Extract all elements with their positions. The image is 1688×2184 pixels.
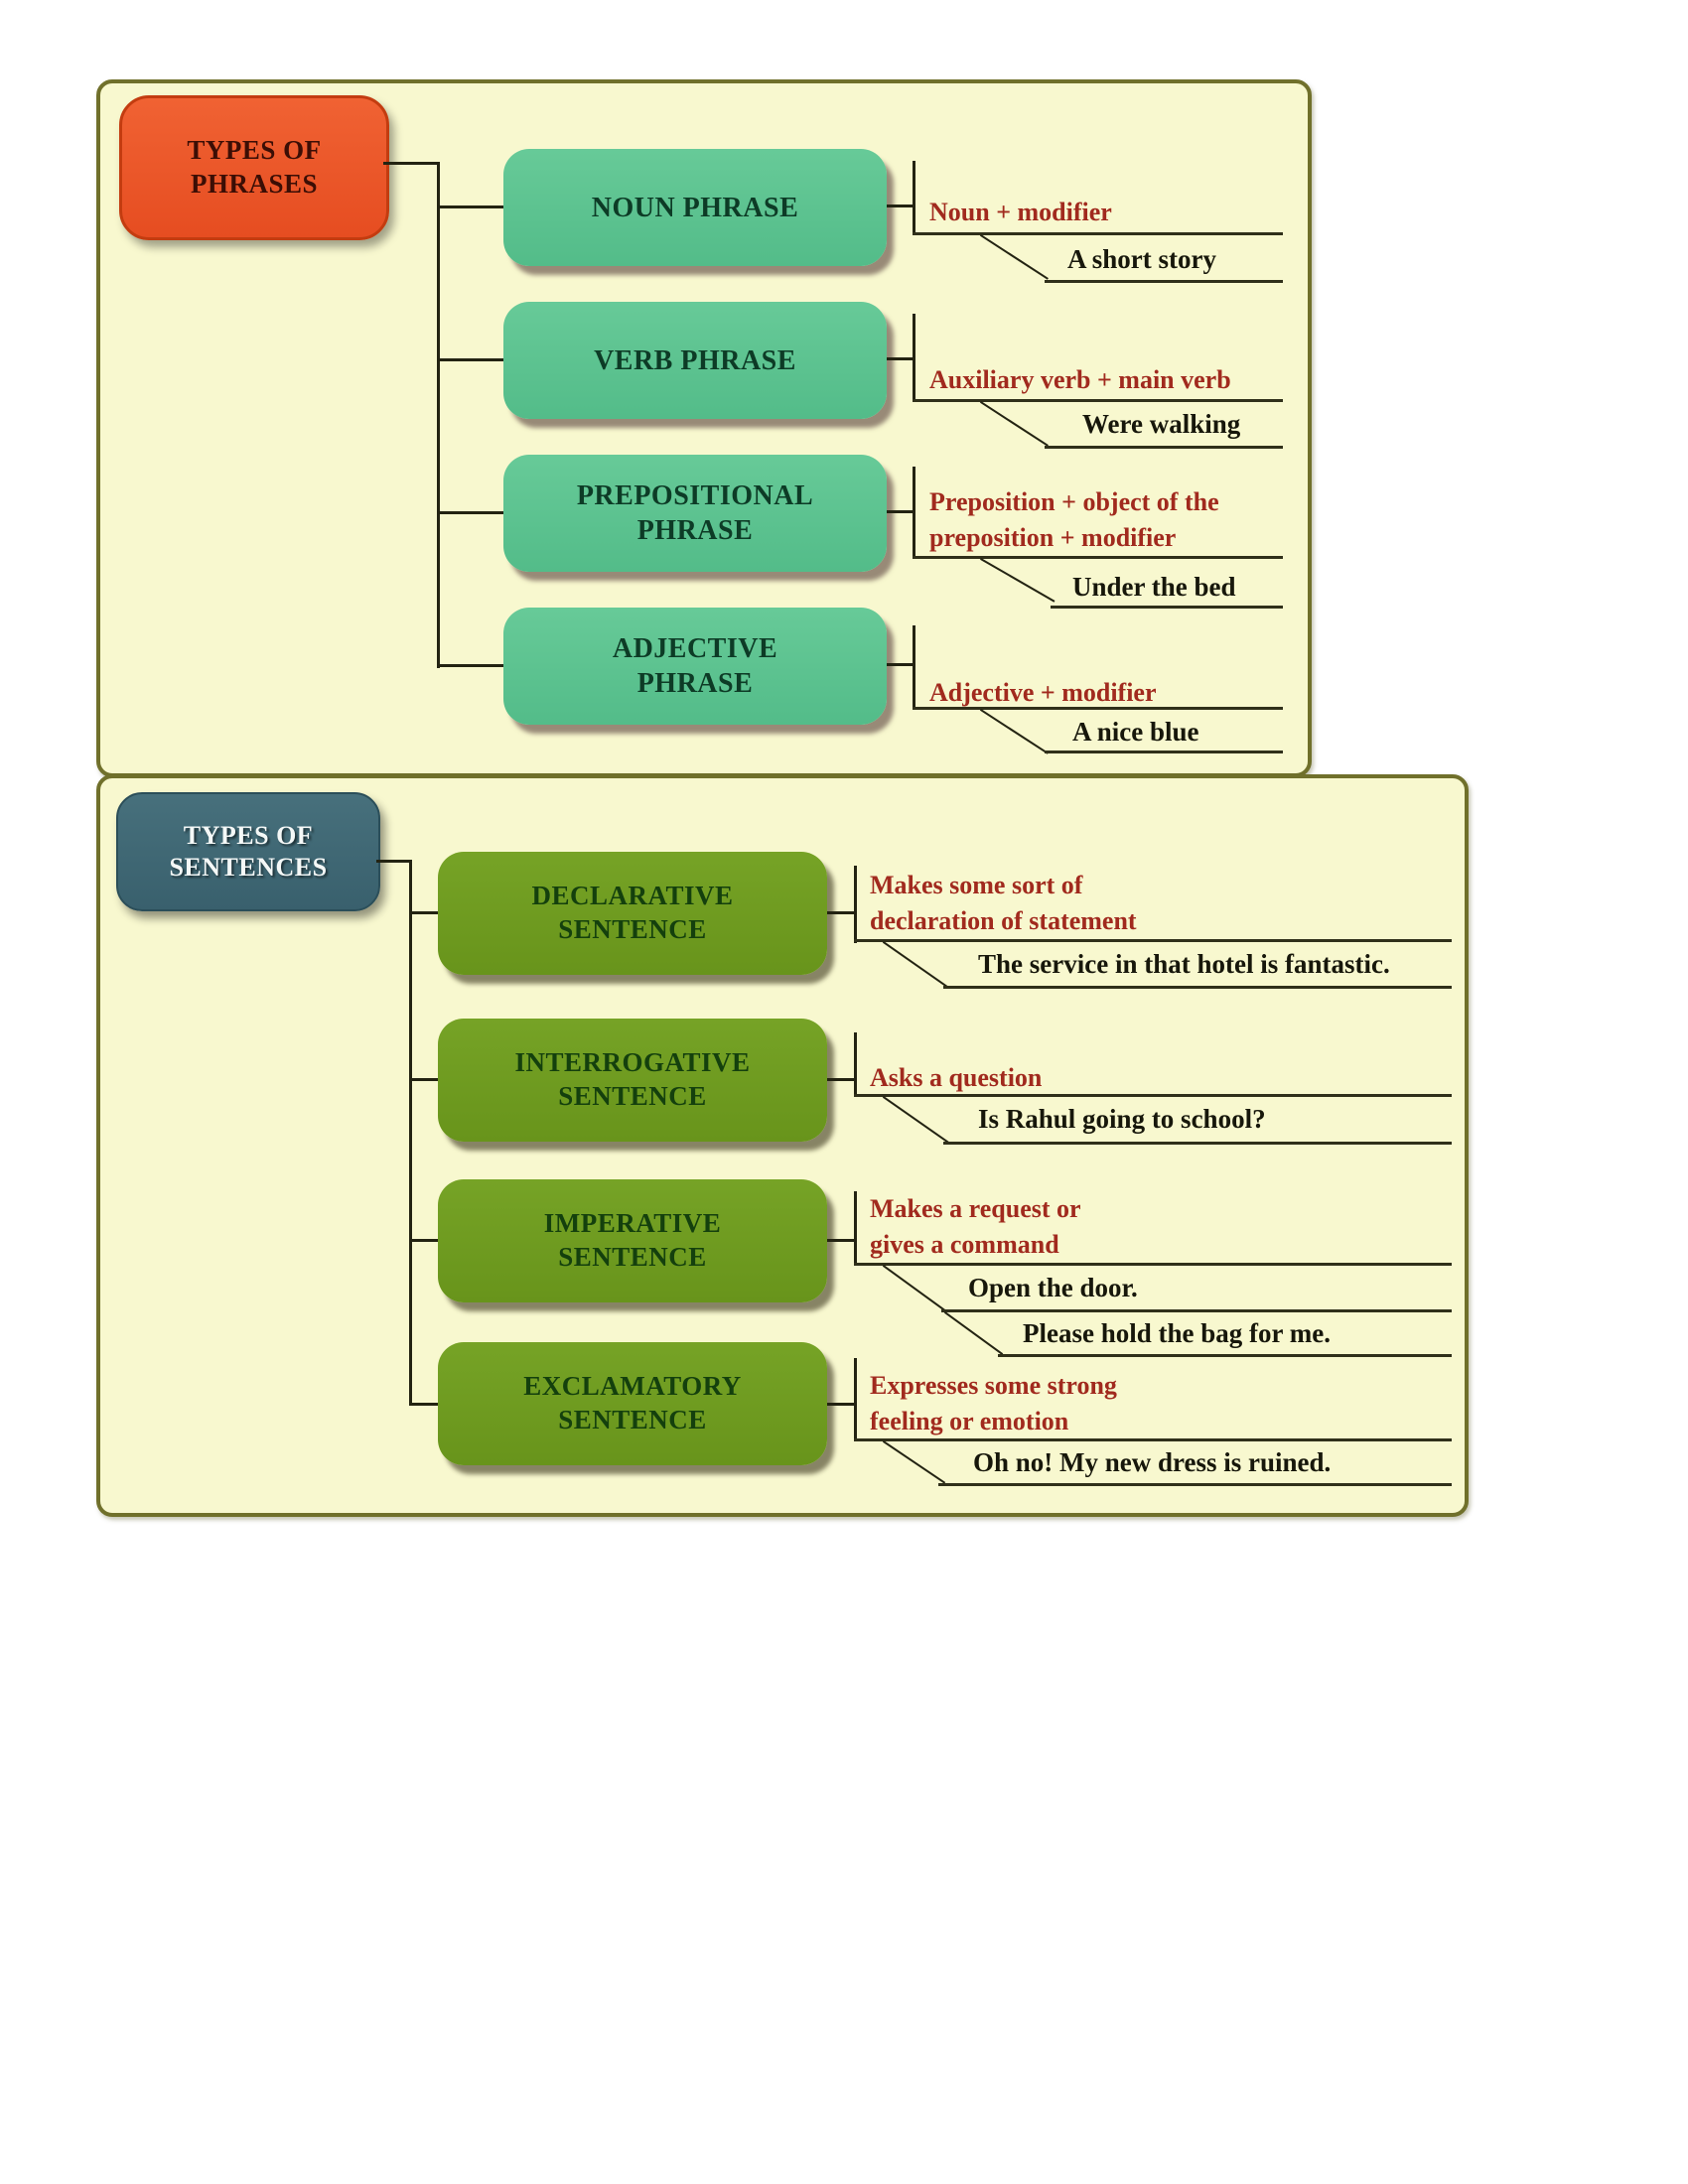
declarative-description-line1: Makes some sort of — [870, 871, 1083, 899]
declarative-label-line1: DECLARATIVE — [531, 881, 734, 911]
noun-formula-rule — [913, 232, 1283, 235]
sentences-branch-declarative — [409, 911, 441, 914]
imperative-example2-rule — [998, 1354, 1452, 1357]
exclamatory-description-line1: Expresses some strong — [870, 1371, 1117, 1400]
noun-connector-tick — [913, 161, 915, 235]
exclamatory-label-line2: SENTENCE — [558, 1405, 707, 1434]
prepositional-phrase-node — [503, 455, 887, 572]
phrases-root-node — [119, 95, 389, 240]
imperative-sentence-node — [438, 1179, 827, 1302]
prepositional-formula-line1: Preposition + object of the — [929, 487, 1219, 516]
phrases-branch-prepositional — [437, 511, 503, 514]
adjective-example: A nice blue — [1072, 717, 1199, 747]
phrases-branch-noun — [437, 205, 503, 208]
exclamatory-connector-tick — [854, 1358, 857, 1441]
adjective-connector-tick — [913, 625, 915, 710]
declarative-example-rule — [943, 986, 1452, 989]
sentences-root-label-line1: TYPES OF — [183, 820, 314, 850]
interrogative-sentence-node — [438, 1019, 827, 1142]
sentences-trunk-line — [409, 860, 412, 1406]
noun-phrase-node — [503, 149, 887, 266]
interrogative-example: Is Rahul going to school? — [978, 1104, 1266, 1134]
prepositional-example: Under the bed — [1072, 572, 1236, 602]
exclamatory-example: Oh no! My new dress is ruined. — [973, 1447, 1332, 1477]
phrases-branch-adjective — [437, 664, 503, 667]
noun-phrase-label: NOUN PHRASE — [591, 192, 799, 223]
prepositional-phrase-label-line2: PHRASE — [636, 515, 754, 546]
imperative-example1-rule — [941, 1309, 1452, 1312]
declarative-label-line2: SENTENCE — [558, 914, 707, 944]
sentences-root-label-line2: SENTENCES — [169, 853, 328, 882]
verb-phrase-label: VERB PHRASE — [594, 344, 796, 376]
imperative-description-rule — [854, 1263, 1452, 1266]
imperative-description-line1: Makes a request or — [870, 1194, 1081, 1223]
phrases-trunk-line — [437, 162, 440, 668]
verb-example: Were walking — [1082, 409, 1241, 439]
declarative-sentence-node — [438, 852, 827, 975]
sentences-branch-imperative — [409, 1239, 441, 1242]
declarative-description-line2: declaration of statement — [870, 906, 1137, 935]
imperative-example2: Please hold the bag for me. — [1023, 1318, 1331, 1348]
verb-example-rule — [1045, 446, 1283, 449]
interrogative-label-line2: SENTENCE — [558, 1081, 707, 1111]
exclamatory-connector-stub — [827, 1403, 856, 1406]
exclamatory-example-rule — [938, 1483, 1452, 1486]
interrogative-description: Asks a question — [870, 1063, 1043, 1092]
adjective-formula: Adjective + modifier — [929, 678, 1157, 707]
declarative-connector-stub — [827, 911, 856, 914]
verb-formula: Auxiliary verb + main verb — [929, 365, 1231, 394]
declarative-connector-tick — [854, 866, 857, 943]
imperative-example1: Open the door. — [968, 1273, 1138, 1302]
verb-connector-tick — [913, 314, 915, 401]
verb-connector-stub — [887, 357, 914, 360]
interrogative-label-line1: INTERROGATIVE — [514, 1047, 751, 1078]
imperative-connector-tick — [854, 1191, 857, 1266]
prepositional-connector-stub — [887, 510, 914, 513]
declarative-description-rule — [854, 939, 1452, 942]
declarative-example: The service in that hotel is fantastic. — [978, 949, 1390, 979]
interrogative-description-rule — [854, 1094, 1452, 1097]
phrases-root-label-line2: PHRASES — [190, 169, 319, 199]
interrogative-example-rule — [943, 1142, 1452, 1145]
imperative-connector-stub — [827, 1239, 856, 1242]
imperative-label-line2: SENTENCE — [558, 1242, 707, 1272]
adjective-connector-stub — [887, 663, 914, 666]
sentences-branch-exclamatory — [409, 1403, 441, 1406]
interrogative-connector-tick — [854, 1032, 857, 1096]
sentences-branch-interrogative — [409, 1078, 441, 1081]
noun-connector-stub — [887, 205, 914, 207]
prepositional-phrase-label-line1: PREPOSITIONAL — [576, 480, 814, 511]
sentences-trunk-stub — [376, 860, 412, 863]
adjective-phrase-label-line1: ADJECTIVE — [612, 633, 778, 664]
exclamatory-label-line1: EXCLAMATORY — [523, 1371, 742, 1402]
adjective-phrase-label-line2: PHRASE — [636, 668, 754, 699]
prepositional-connector-tick — [913, 467, 915, 559]
adjective-example-rule — [1045, 751, 1283, 753]
noun-example: A short story — [1067, 244, 1216, 274]
phrases-trunk-stub — [383, 162, 440, 165]
prepositional-formula-rule — [913, 556, 1283, 559]
exclamatory-sentence-node — [438, 1342, 827, 1465]
noun-example-rule — [1045, 280, 1283, 283]
adjective-formula-rule — [913, 707, 1283, 710]
phrases-branch-verb — [437, 358, 503, 361]
phrases-root-label-line1: TYPES OF — [187, 135, 322, 166]
interrogative-connector-stub — [827, 1078, 856, 1081]
prepositional-example-rule — [1051, 606, 1283, 609]
sentences-root-node — [116, 792, 380, 911]
verb-formula-rule — [913, 399, 1283, 402]
noun-formula: Noun + modifier — [929, 198, 1112, 226]
prepositional-formula-line2: preposition + modifier — [929, 523, 1177, 552]
adjective-phrase-node — [503, 608, 887, 725]
exclamatory-description-line2: feeling or emotion — [870, 1407, 1069, 1435]
imperative-label-line1: IMPERATIVE — [543, 1208, 722, 1239]
imperative-description-line2: gives a command — [870, 1230, 1059, 1259]
verb-phrase-node — [503, 302, 887, 419]
exclamatory-description-rule — [854, 1438, 1452, 1441]
